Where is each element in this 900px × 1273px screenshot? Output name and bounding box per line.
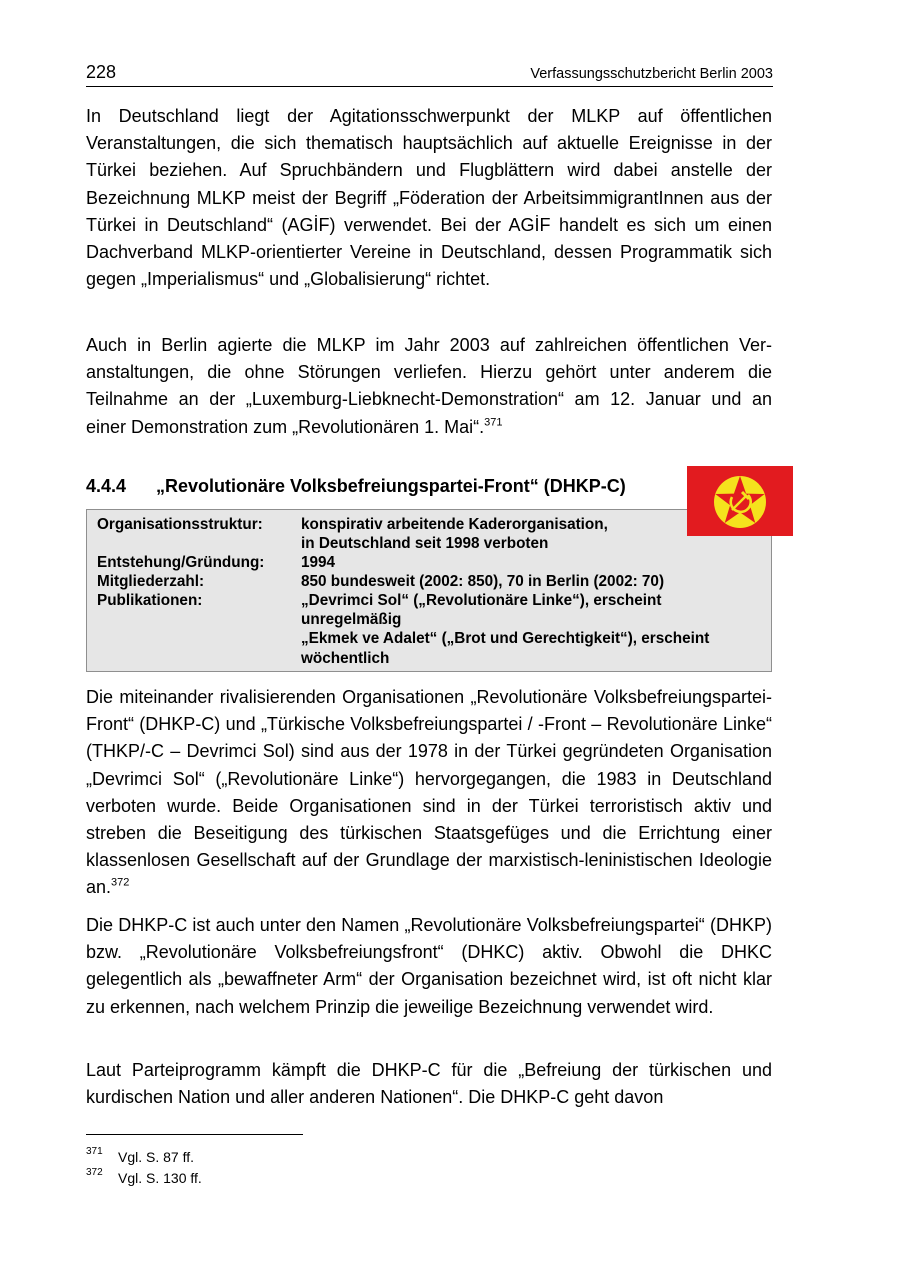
organisation-info-box — [86, 509, 772, 672]
paragraph-1 — [86, 103, 772, 293]
section-number: 4.4.4 — [86, 476, 127, 496]
footnote-text: Vgl. S. 87 ff. — [118, 1149, 195, 1165]
footnote-divider — [86, 1134, 303, 1135]
paragraph-text: Die DHKP-C ist auch unter den Namen „Revolutionäre Volksbefreiungspartei“ (DHKP) bzw. „Revolutionäre Volksbefreiungsfront“ (DHKC) aktiv. Obwohl die DHKC gelegentlich als „bewaffneter Arm“ der Organisation bezeichnet wird, ist oft nicht klar zu erkennen, nach welchem Prinzip die jeweilige Bezeichnung verwendet wird. — [86, 915, 772, 1017]
info-value: „Devrimci Sol“ („Revolutionäre Linke“), erscheint unregelmäßig „Ekmek ve Adalet“ („Brot und Gerechtigkeit“), erscheint wöchentlich — [301, 592, 710, 667]
paragraph-2 — [86, 332, 772, 441]
star-hammer-sickle-icon — [687, 466, 793, 536]
info-label: Mitgliederzahl: — [97, 573, 205, 590]
footnote-number: 372 — [86, 1167, 103, 1178]
footnote-number: 371 — [86, 1146, 103, 1157]
info-label: Entstehung/Gründung: — [97, 554, 265, 571]
page-number: 228 — [86, 62, 117, 82]
section-heading — [86, 474, 686, 498]
paragraph-text: In Deutschland liegt der Agitationsschwerpunkt der MLKP auf öffentlichen Veranstaltungen, die sich thematisch hauptsächlich auf aktuelle Ereignisse in der Türkei beziehen. Auf Spruchbändern und Flugblättern wird dabei anstelle der Bezeichnung MLKP meist der Begriff „Föderation der ArbeitsimmigrantInnen aus der Türkei in Deutschland“ (AGİF) verwendet. Bei der AGİF handelt es sich um einen Dachverband MLKP-orientierter Vereine in Deutschland, dessen Programmatik sich gegen „Imperialismus“ und „Globalisierung“ richtet. — [86, 106, 772, 290]
footnote-ref-371[interactable]: 371 — [484, 415, 503, 428]
paragraph-5 — [86, 1057, 772, 1111]
paragraph-text: Auch in Berlin agierte die MLKP im Jahr 2003 auf zahlreichen öffentlichen Veranstaltungen, die ohne Störungen verliefen. Hierzu gehört unter anderem die Teilnahme an der „Luxemburg-Liebknecht-Demonstration“ am 12. Januar und an einer Demonstration zum „Revolutionären 1. Mai“. — [86, 335, 772, 437]
running-title: Verfassungsschutzbericht Berlin 2003 — [530, 66, 773, 82]
page-header — [86, 62, 773, 87]
info-value: 1994 — [301, 554, 336, 571]
section-title: „Revolutionäre Volksbefreiungspartei-Front“ (DHKP-C) — [156, 476, 626, 496]
info-value: 850 bundesweit (2002: 850), 70 in Berlin (2002: 70) — [301, 573, 665, 590]
info-label: Publikationen: — [97, 592, 203, 609]
footnote-text: Vgl. S. 130 ff. — [118, 1170, 202, 1186]
paragraph-3 — [86, 684, 772, 902]
paragraph-text: Laut Parteiprogramm kämpft die DHKP-C für die „Befreiung der türkischen und kurdischen Nation und aller anderen Nationen“. Die DHKP-C geht davon — [86, 1060, 772, 1108]
info-label: Organisationsstruktur: — [97, 516, 263, 533]
footnote-ref-372[interactable]: 372 — [111, 876, 130, 889]
paragraph-text: Die miteinander rivalisierenden Organisationen „Revolutionäre Volksbefreiungspartei-Front“ (DHKP-C) und „Türkische Volksbefreiungspartei / -Front – Revolutionäre Linke“ (THKP/-C – Devrimci Sol) sind aus der 1978 in der Türkei gegründeten Organisation „Devrimci Sol“ („Revolutionäre Linke“) hervorgegangen, die 1983 in Deutschland verboten wurde. Beide Organisationen sind in der Türkei terroristisch aktiv und streben die Beseitigung des türkischen Staatsgefüges und die Errichtung einer klassenlosen Gesellschaft auf der Grundlage der marxistisch-leninistischen Ideologie an. — [86, 687, 772, 898]
paragraph-4 — [86, 912, 772, 1021]
info-value: konspirativ arbeitende Kaderorganisation, in Deutschland seit 1998 verboten — [301, 516, 608, 553]
dhkp-c-flag — [687, 466, 793, 536]
